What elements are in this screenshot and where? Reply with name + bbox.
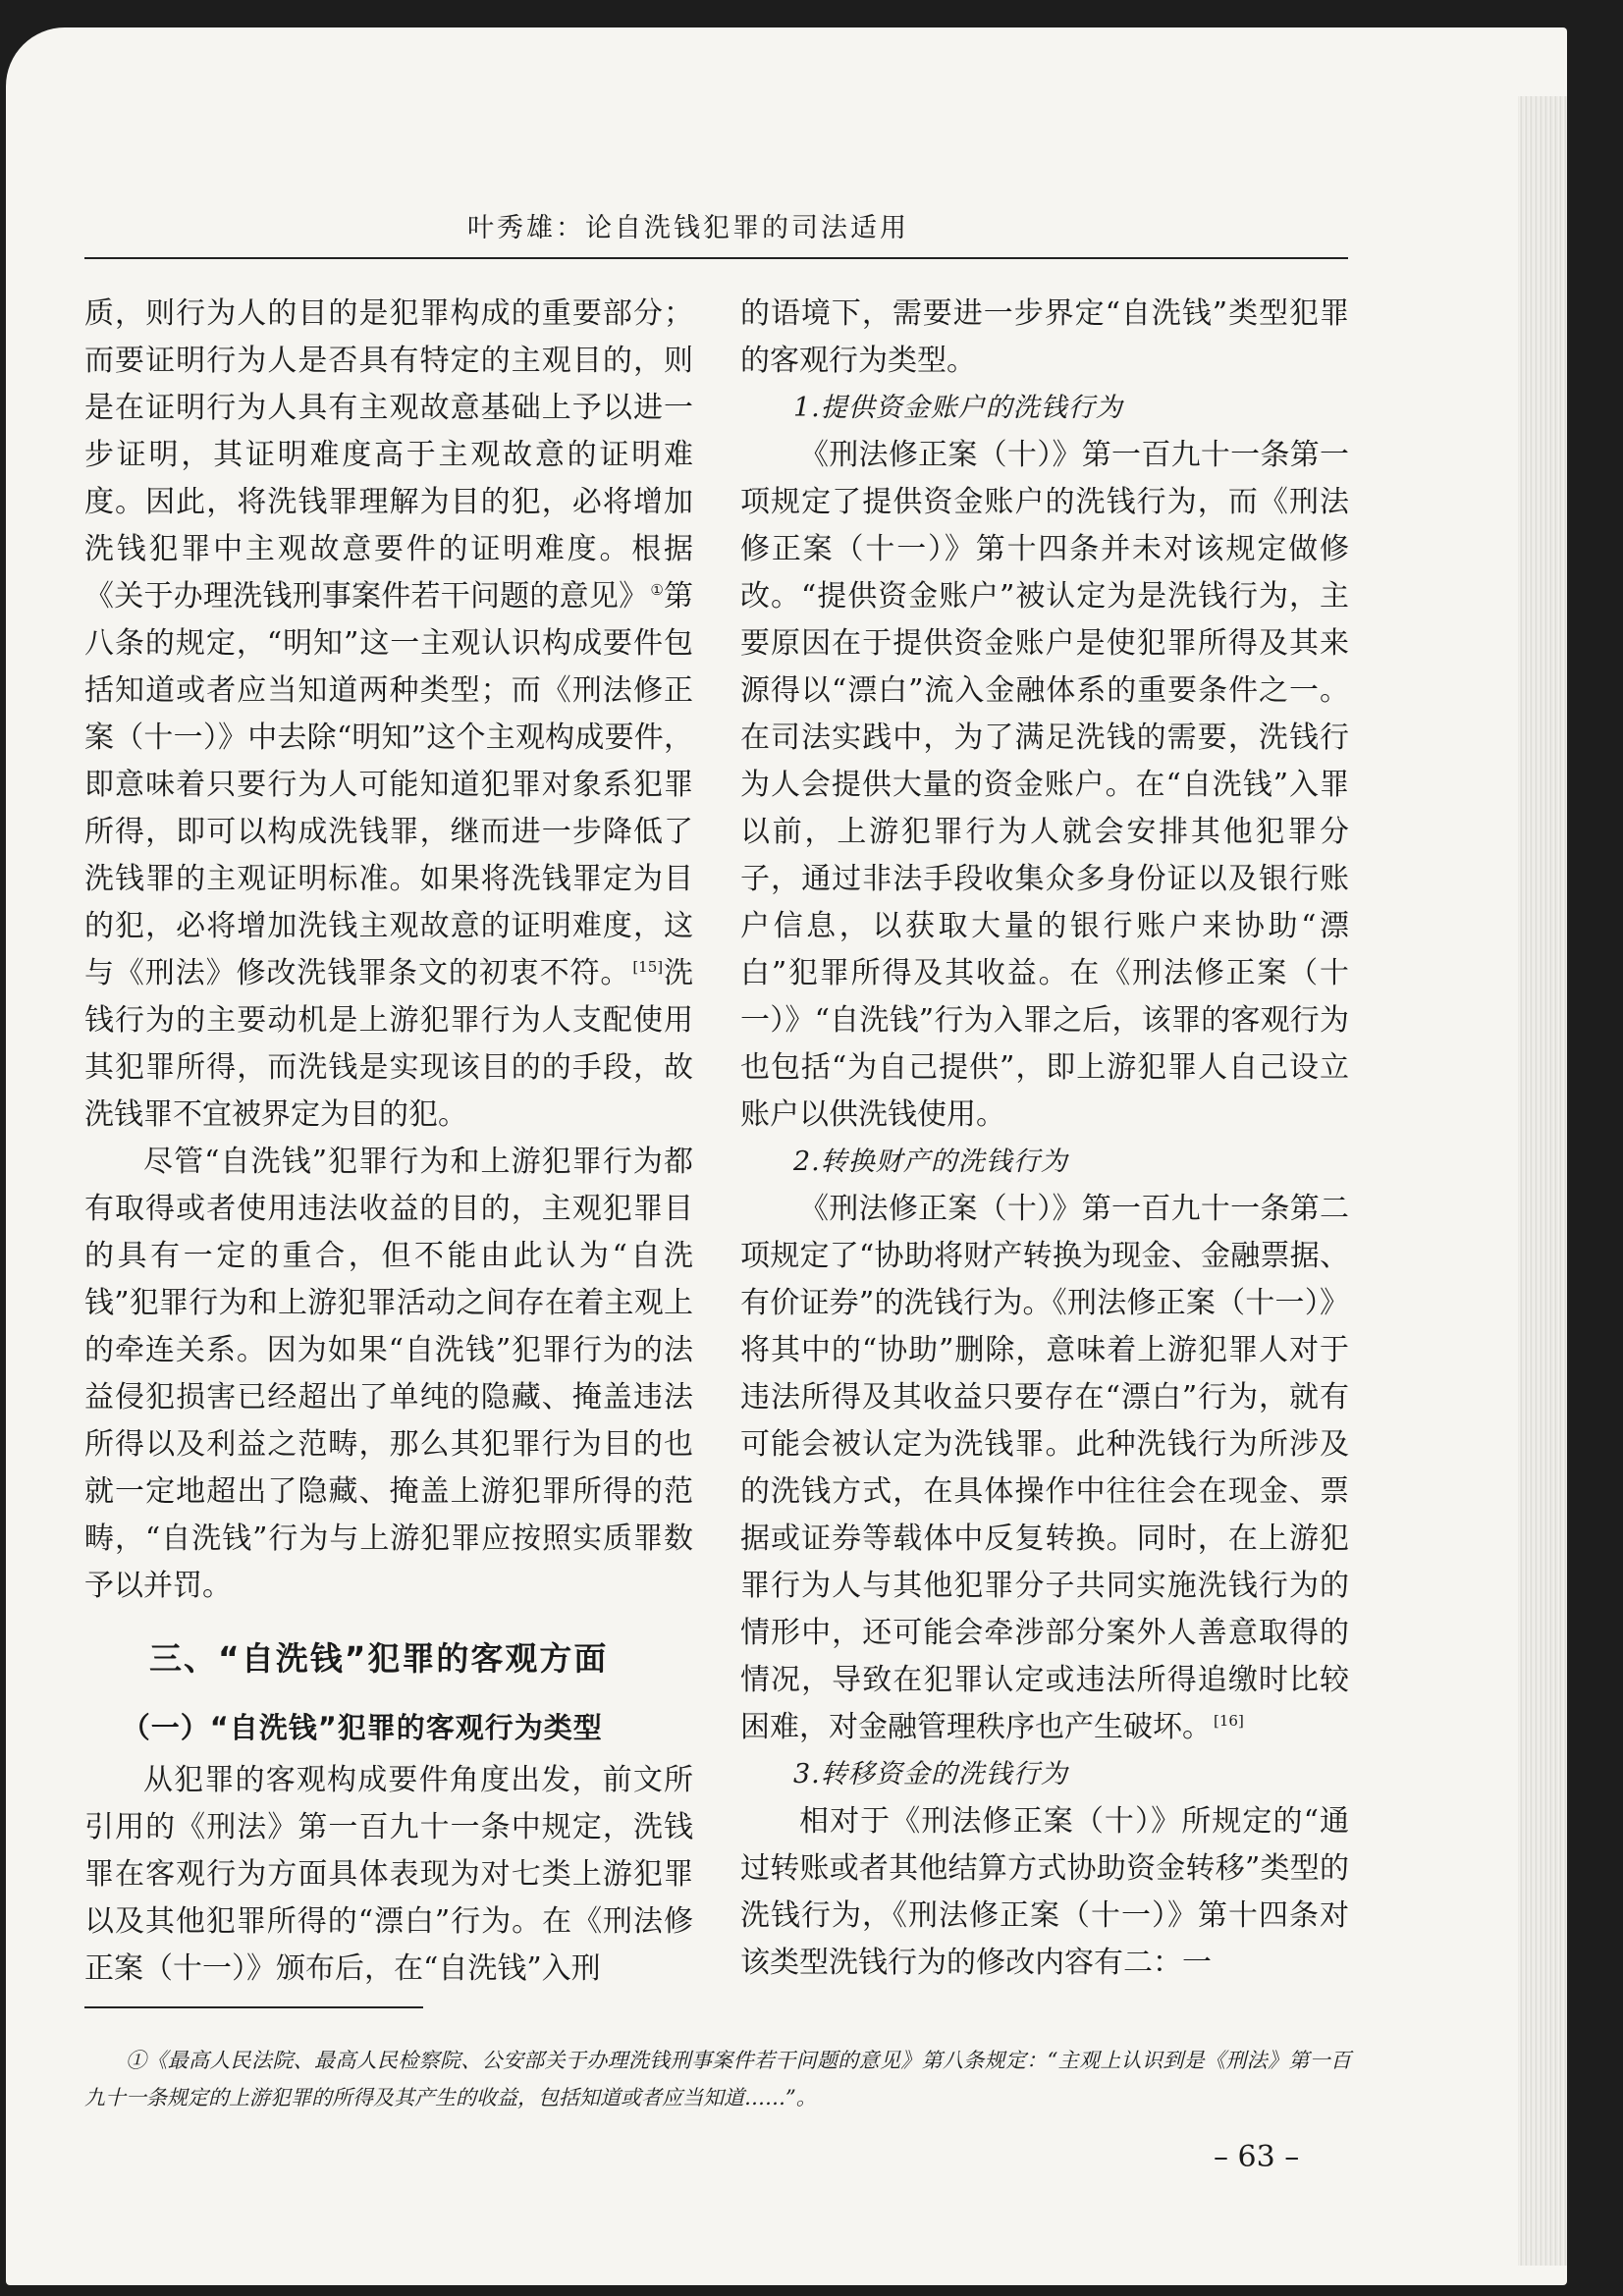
paragraph-text: 质，则行为人的目的是犯罪构成的重要部分；而要证明行为人是否具有特定的主观目的，则是在证明行为人具有主观故意基础上予以进一步证明，其证明难度高于主观故意的证明难度。因此，将洗钱罪理解为目的犯，必将增加洗钱犯罪中主观故意要件的证明难度。根据《关于办理洗钱刑事案件若干问题的意见》 [84,296,693,614]
paragraph-text: 洗钱行为的主要动机是上游犯罪行为人支配使用其犯罪所得，而洗钱是实现该目的的手段，故洗钱罪不宜被界定为目的犯。 [84,956,694,1132]
paragraph: 相对于《刑法修正案（十）》所规定的“通过转账或者其他结算方式协助资金转移”类型的洗钱行为，《刑法修正案（十一）》第十四条对该类型洗钱行为的修改内容有二：一 [740,1804,1349,1980]
section-heading: 三、“自洗钱”犯罪的客观方面 [149,1639,609,1678]
paragraph [84,291,693,1139]
page-number: – 63 – [1214,2140,1300,2174]
paragraph: 尽管“自洗钱”犯罪行为和上游犯罪行为都有取得或者使用违法收益的目的，主观犯罪目的具有一定的重合，但不能由此认为“自洗钱”犯罪行为和上游犯罪活动之间存在着主观上的牵连关系。因为如果“自洗钱”犯罪行为的法益侵犯损害已经超出了单纯的隐藏、掩盖违法所得以及利益之范畴，那么其犯罪行为目的也就一定地超出了隐藏、掩盖上游犯罪所得的范畴，“自洗钱”行为与上游犯罪应按照实质罪数予以并罚。 [84,1145,693,1603]
subheading: 2.转换财产的洗钱行为 [793,1147,1068,1177]
footnote [84,2042,1351,2116]
header-rule [84,257,1348,259]
citation-ref[interactable]: [16] [1214,1712,1244,1730]
paragraph [740,1186,1349,1751]
subsection-heading: （一）“自洗钱”犯罪的客观行为类型 [121,1711,603,1744]
journal-page [6,27,1567,2285]
footnote-rule [84,2006,423,2008]
footnote-text: ①《最高人民法院、最高人民检察院、公安部关于办理洗钱刑事案件若干问题的意见》第八条规定：“主观上认识到是《刑法》第一百九十一条规定的上游犯罪的所得及其产生的收益，包括知道或者应当知道……”。 [84,2049,1351,2109]
paragraph: 的语境下，需要进一步界定“自洗钱”类型犯罪的客观行为类型。 [740,296,1349,378]
paragraph: 《刑法修正案（十）》第一百九十一条第一项规定了提供资金账户的洗钱行为，而《刑法修正案（十一）》第十四条并未对该规定做修改。“提供资金账户”被认定为是洗钱行为，主要原因在于提供资金账户是使犯罪所得及其来源得以“漂白”流入金融体系的重要条件之一。在司法实践中，为了满足洗钱的需要，洗钱行为人会提供大量的资金账户。在“自洗钱”入罪以前，上游犯罪行为人就会安排其他犯罪分子，通过非法手段收集众多身份证以及银行账户信息，以获取大量的银行账户来协助“漂白”犯罪所得及其收益。在《刑法修正案（十一）》“自洗钱”行为入罪之后，该罪的客观行为也包括“为自己提供”，即上游犯罪人自己设立账户以供洗钱使用。 [740,438,1349,1132]
left-column [84,291,693,1993]
citation-ref[interactable]: [15] [632,958,664,976]
paragraph-text: 《刑法修正案（十）》第一百九十一条第二项规定了“协助将财产转换为现金、金融票据、有价证券”的洗钱行为。《刑法修正案（十一）》将其中的“协助”删除，意味着上游犯罪人对于违法所得及其收益只要存在“漂白”行为，就有可能会被认定为洗钱罪。此种洗钱行为所涉及的洗钱方式，在具体操作中往往会在现金、票据或证券等载体中反复转换。同时，在上游犯罪行为人与其他犯罪分子共同实施洗钱行为的情形中，还可能会牵涉部分案外人善意取得的情况，导致在犯罪认定或违法所得追缴时比较困难，对金融管理秩序也产生破坏。 [740,1192,1349,1744]
footnote-ref[interactable]: ① [650,581,665,599]
paragraph-text: 第八条的规定，“明知”这一主观认识构成要件包括知道或者应当知道两种类型；而《刑法修正案（十一）》中去除“明知”这个主观构成要件，即意味着只要行为人可能知道犯罪对象系犯罪所得，即可以构成洗钱罪，继而进一步降低了洗钱罪的主观证明标准。如果将洗钱罪定为目的犯，必将增加洗钱主观故意的证明难度，这与《刑法》修改洗钱罪条文的初衷不符。 [84,579,694,990]
right-column [740,291,1349,1987]
subheading: 3.转移资金的洗钱行为 [793,1759,1068,1789]
running-header: 叶秀雄：论自洗钱犯罪的司法适用 [467,213,909,243]
paragraph: 从犯罪的客观构成要件角度出发，前文所引用的《刑法》第一百九十一条中规定，洗钱罪在客观行为方面具体表现为对七类上游犯罪以及其他犯罪所得的“漂白”行为。在《刑法修正案（十一）》颁布后，在“自洗钱”入刑 [84,1763,693,1986]
subheading: 1.提供资金账户的洗钱行为 [793,393,1123,423]
page-edge-stack [1518,96,1567,2266]
